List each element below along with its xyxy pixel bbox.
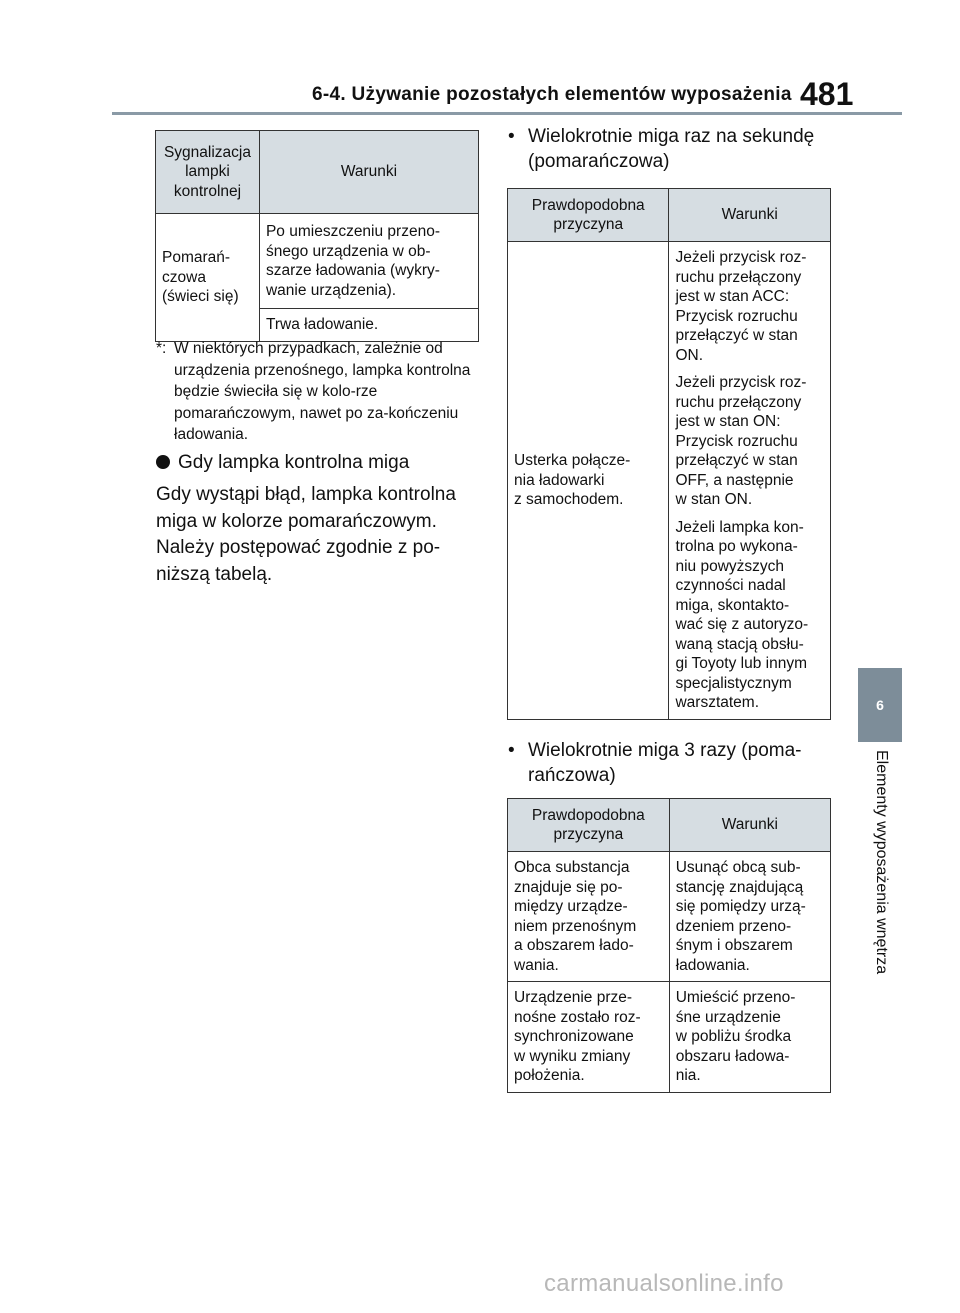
footnote-marker: *: — [156, 340, 167, 357]
table-header-cause: Prawdopodobna przyczyna — [508, 189, 669, 242]
watermark: carmanualsonline.info — [544, 1270, 784, 1297]
bullet-text: Wielokrotnie miga 3 razy (poma-rańczowa) — [528, 740, 802, 786]
chapter-tab[interactable] — [858, 668, 902, 742]
chapter-label — [872, 750, 890, 984]
table-header-conditions: Warunki — [259, 131, 478, 214]
cause-cell: Urządzenie prze- nośne zostało roz- synchronizowane w wyniku zmiany położenia. — [508, 982, 670, 1093]
chapter-number: 6 — [876, 697, 884, 713]
footnote — [156, 338, 476, 446]
section-heading-text: Gdy lampka kontrolna miga — [178, 452, 410, 473]
chapter-label-text: Elementy wyposażenia wnętrza — [873, 750, 890, 975]
page-header-title: 6-4. Używanie pozostałych elementów wyposażenia — [312, 84, 792, 105]
header-divider — [112, 112, 902, 115]
bullet-marker: • — [508, 126, 515, 147]
bullet-dot-icon — [156, 455, 170, 469]
section-paragraph: Gdy wystąpi błąd, lampka kontrolna miga w kolorze pomarańczowym. Należy postępować zgodnie z po-niższą tabelą. — [156, 484, 456, 585]
table-row — [508, 982, 831, 1093]
page-number: 481 — [800, 76, 854, 112]
indicator-state: Pomarań- czowa (świeci się) — [156, 214, 260, 342]
condition-cell: Umieścić przeno- śne urządzenie w pobliżu środka obszaru ładowa- nia. — [669, 982, 830, 1093]
condition-cell — [669, 242, 831, 720]
bullet-marker: • — [508, 740, 515, 761]
table-row — [508, 852, 831, 982]
condition-paragraph: Jeżeli lampka kon- trolna po wykona- niu powyższych czynności nadal miga, skontakto- wać się z autoryzo- waną stacją obsłu- gi Toyoty lub innym specjalistycznym warsztatem. — [675, 518, 809, 711]
table-header-conditions: Warunki — [669, 189, 831, 242]
footnote-text: W niektórych przypadkach, zależnie od urządzenia przenośnego, lampka kontrolna będzie świeciła się w kolo-rze pomarańczowym, nawet po za-kończeniu ładowania. — [174, 340, 471, 443]
indicator-table — [155, 130, 479, 342]
condition-cell: Usunąć obcą sub- stancję znajdującą się pomiędzy urzą- dzeniem przeno- śnym i obszarem ładowania. — [669, 852, 830, 982]
error-table-three-times — [507, 798, 831, 1093]
condition-cell: Po umieszczeniu przeno- śnego urządzenia w ob- szarze ładowania (wykry- wanie urządzenia). — [259, 214, 478, 309]
cause-cell: Usterka połącze- nia ładowarki z samochodem. — [508, 242, 669, 720]
table-header-indicator: Sygnalizacja lampki kontrolnej — [156, 131, 260, 214]
cause-cell: Obca substancja znajduje się po- między urządze- niem przenośnym a obszarem łado- wania. — [508, 852, 670, 982]
condition-cell: Trwa ładowanie. — [259, 309, 478, 342]
bullet-text: Wielokrotnie miga raz na sekundę (pomarańczowa) — [528, 126, 815, 172]
section-heading — [156, 452, 409, 474]
condition-paragraph: Jeżeli przycisk roz- ruchu przełączony jest w stan ACC: Przycisk rozruchu przełączyć w stan ON. — [675, 249, 807, 364]
error-table-once-per-second — [507, 188, 831, 720]
bullet-item — [508, 738, 838, 788]
table-header-cause: Prawdopodobna przyczyna — [508, 799, 670, 852]
bullet-item — [508, 124, 838, 174]
condition-paragraph: Jeżeli przycisk roz- ruchu przełączony jest w stan ON: Przycisk rozruchu przełączyć w stan OFF, a następnie w stan ON. — [675, 374, 807, 508]
table-header-conditions: Warunki — [669, 799, 830, 852]
